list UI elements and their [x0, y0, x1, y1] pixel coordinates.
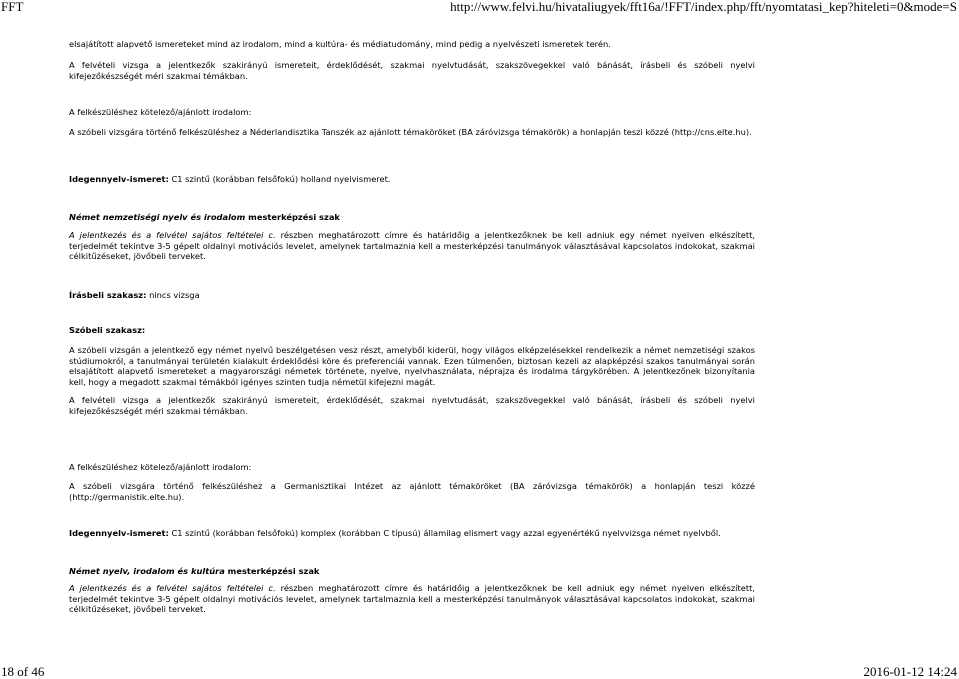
section-heading	[69, 566, 755, 577]
text: C1 szintű (korábban felsőfokú) holland nyelvismeret.	[168, 174, 391, 184]
paragraph: A felkészüléshez kötelező/ajánlott irodalom:	[69, 462, 252, 472]
italic-lead: A jelentkezés és a felvétel sajátos feltételei c.	[69, 583, 276, 593]
paragraph: elsajátított alapvető ismereteket mind az irodalom, mind a kultúra- és médiatudomány, mind pedig a nyelvészeti ismeretek terén.	[69, 39, 611, 49]
paragraph	[69, 528, 755, 539]
paragraph: A felkészüléshez kötelező/ajánlott irodalom:	[69, 107, 252, 117]
italic-lead: A jelentkezés és a felvétel sajátos feltételei c.	[69, 230, 276, 240]
paragraph: A felvételi vizsga a jelentkezők szakirányú ismereteit, érdeklődését, szakmai nyelvtudását, szakszövegekkel való bánását, írásbeli és szóbeli nyelvi kifejezőkészségét méri szakmai témákban.	[69, 60, 755, 81]
text: részben meghatározott címre és határidőig a jelentkezőknek be kell adniuk egy német nyelven elkészített, terjedelmét tekintve 3-5 gépelt oldalnyi motivációs levelet, amelynek tartalmaznia kell a mesterképzési tanulmányok választásával kapcsolatos indokokat, szakmai célkitűzéseket, jövőbeli terveket.	[69, 230, 755, 262]
page-counter: 18 of 46	[1, 664, 45, 679]
section-heading	[69, 212, 755, 223]
text: részben meghatározott címre és határidőig a jelentkezőknek be kell adniuk egy német nyelven elkészített, terjedelmét tekintve 3-5 gépelt oldalnyi motivációs levelet, amelynek tartalmaznia kell a mesterképzési tanulmányok választásával kapcsolatos indokokat, szakmai célkitűzéseket, jövőbeli terveket.	[69, 583, 755, 615]
print-timestamp: 2016-01-12 14:24	[863, 664, 957, 679]
header-url: http://www.felvi.hu/hivataliugyek/fft16a/!FFT/index.php/fft/nyomtatasi_kep?hiteleti=0&mode=S	[450, 0, 957, 14]
paragraph: A szóbeli vizsgára történő felkészüléshez a Néderlandisztika Tanszék az ajánlott témaköröket (BA záróvizsga témakörök) a honlapján teszi közzé (http://cns.elte.hu).	[69, 127, 752, 137]
label: Idegennyelv-ismeret:	[69, 174, 169, 184]
subheading: Szóbeli szakasz:	[69, 325, 146, 335]
heading-rest: mesterképzési szak	[245, 212, 340, 222]
paragraph: A szóbeli vizsgán a jelentkező egy német nyelvű beszélgetésen vesz részt, amelyből kiderül, hogy világos elképzelésekkel rendelkezik a német nemzetiségi szakos stúdiumokról, a tanulmányai területén kialakult érdeklődési köre és preferenciái vannak. Ezen túlmenően, biztosan kezeli az alapképzési szakos tanulmányai során elsajátított alapvető ismereteket a magyarországi németek története, nyelve, nyelvhasználata, néprajza és irodalma tárgykörében. A jelentkezőnek bizonyítania kell, hogy a megadott szakmai témákból igényes szinten tudja németül kifejezni magát.	[69, 345, 755, 387]
paragraph	[69, 174, 755, 185]
paragraph: A szóbeli vizsgára történő felkészüléshez a Germanisztikai Intézet az ajánlott témaköröket (BA záróvizsga témakörök) a honlapján teszi közzé (http://germanistik.elte.hu).	[69, 481, 755, 502]
label: Írásbeli szakasz:	[69, 290, 147, 300]
label: Idegennyelv-ismeret:	[69, 528, 169, 538]
header-title: FFT	[1, 0, 24, 14]
heading-italic: Német nemzetiségi nyelv és irodalom	[69, 212, 246, 222]
heading-italic: Német nyelv, irodalom és kultúra	[69, 566, 225, 576]
paragraph	[69, 290, 755, 301]
text: nincs vizsga	[146, 290, 200, 300]
text: C1 szintű (korábban felsőfokú) komplex (korábban C típusú) államilag elismert vagy azzal egyenértékű nyelvvizsga német nyelvből.	[168, 528, 721, 538]
paragraph	[69, 230, 755, 262]
paragraph	[69, 583, 755, 615]
heading-rest: mesterképzési szak	[224, 566, 320, 576]
paragraph: A felvételi vizsga a jelentkezők szakirányú ismereteit, érdeklődését, szakmai nyelvtudását, szakszövegekkel való bánását, írásbeli és szóbeli nyelvi kifejezőkészségét méri szakmai témákban.	[69, 395, 755, 416]
